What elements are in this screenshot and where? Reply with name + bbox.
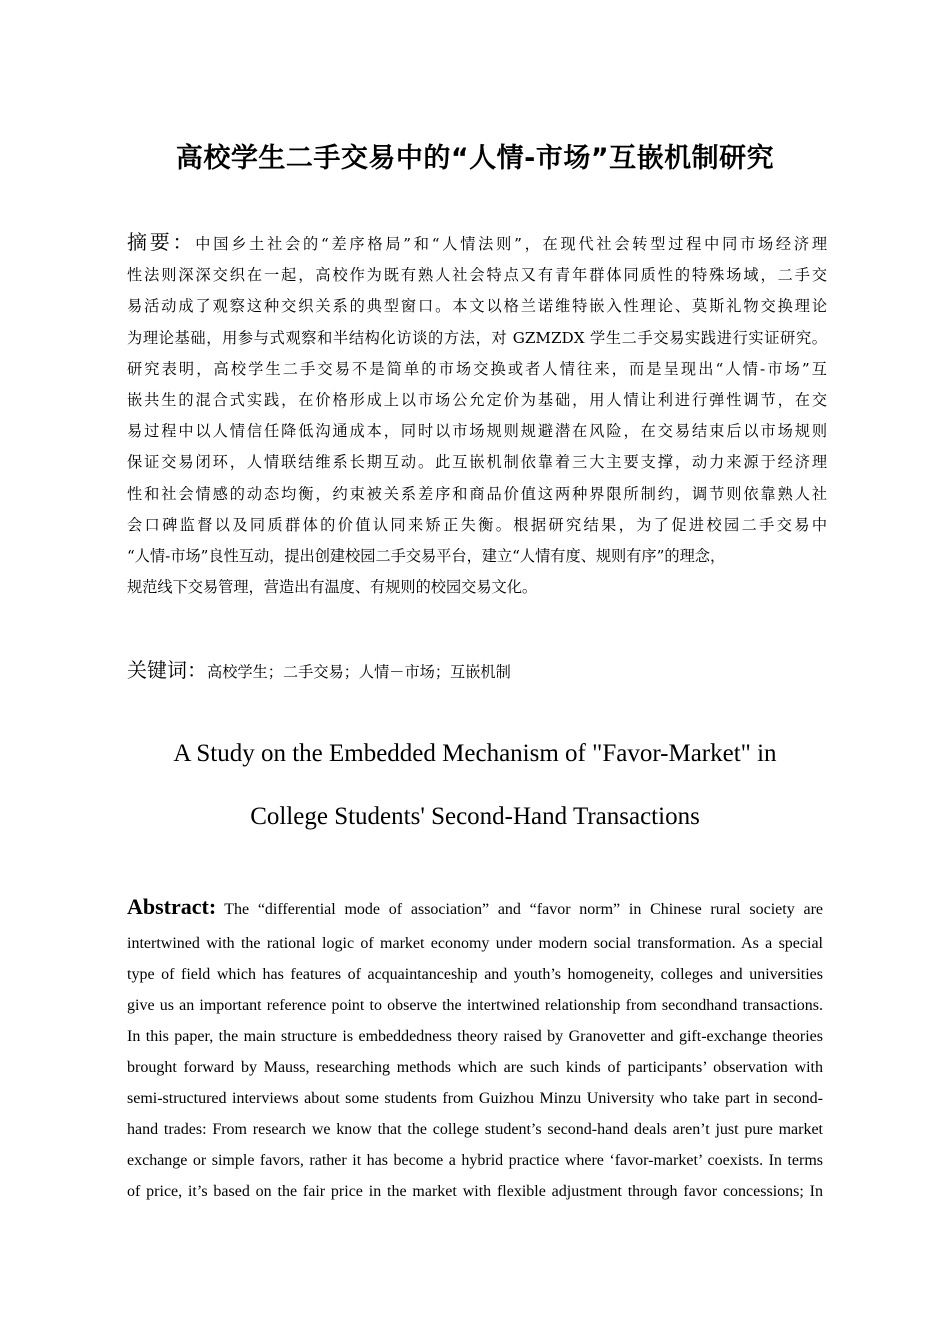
chinese-abstract-line: 为理论基础，用参与式观察和半结构化访谈的方法，对 GZMZDX 学生二手交易实践进行实证研究。	[127, 328, 827, 347]
chinese-abstract-line: 摘要：中国乡土社会的“差序格局”和“人情法则”，在现代社会转型过程中同市场经济理	[127, 230, 828, 254]
chinese-abstract-line: 研究表明，高校学生二手交易不是简单的市场交换或者人情往来，而是呈现出“人情-市场”互	[127, 359, 827, 378]
english-abstract-line: hand trades: From research we know that the college student’s second-hand deals aren’t just pure market	[127, 1121, 823, 1138]
chinese-abstract-line: 易过程中以人情信任降低沟通成本，同时以市场规则规避潜在风险，在交易结束后以市场规则	[127, 422, 827, 441]
english-abstract-line: of price, it’s based on the fair price in the market with flexible adjustment through favor concessions; In	[127, 1183, 823, 1200]
english-abstract-line: Abstract: The “differential mode of association” and “favor norm” in Chinese rural society are	[127, 894, 823, 919]
chinese-abstract-line: 规范线下交易管理，营造出有温度、有规则的校园交易文化。	[127, 578, 538, 597]
chinese-abstract	[127, 227, 827, 603]
chinese-abstract-line: 嵌共生的混合式实践，在价格形成上以市场公允定价为基础，用人情让利进行弹性调节，在交	[127, 391, 827, 410]
chinese-keywords	[127, 654, 511, 683]
chinese-abstract-line: 保证交易闭环，人情联结维系长期互动。此互嵌机制依靠着三大主要支撑，动力来源于经济理	[127, 453, 827, 472]
english-abstract-line: brought forward by Mauss, researching methods which are such kinds of participants’ observation with	[127, 1059, 823, 1076]
english-abstract-line: type of field which has features of acquaintanceship and youth’s homogeneity, colleges and universities	[127, 966, 823, 983]
english-title-line-1: A Study on the Embedded Mechanism of "Favor-Market" in	[173, 740, 777, 767]
english-title-line-2: College Students' Second-Hand Transactions	[250, 803, 700, 830]
english-abstract-label: Abstract:	[127, 894, 217, 919]
chinese-abstract-line: “人情-市场”良性互动，提出创建校园二手交易平台，建立“人情有度、规则有序”的理念，	[127, 547, 726, 566]
chinese-keywords-text: 高校学生；二手交易；人情－市场；互嵌机制	[207, 663, 511, 681]
english-abstract	[127, 889, 823, 1207]
chinese-abstract-label: 摘要：	[127, 230, 196, 254]
chinese-abstract-line: 易活动成了观察这种交织关系的典型窗口。本文以格兰诺维特嵌入性理论、莫斯礼物交换理论	[127, 297, 827, 316]
chinese-abstract-line: 性和社会情感的动态均衡，约束被关系差序和商品价值这两种界限所制约，调节则依靠熟人社	[127, 484, 827, 503]
chinese-keywords-label: 关键词：	[127, 658, 207, 682]
chinese-abstract-line: 会口碑监督以及同质群体的价值认同来矫正失衡。根据研究结果，为了促进校园二手交易中	[127, 515, 827, 534]
chinese-title: 高校学生二手交易中的“人情-市场”互嵌机制研究	[175, 143, 775, 174]
english-abstract-line: give us an important reference point to observe the intertwined relationship from secondhand transactions.	[127, 997, 823, 1014]
english-abstract-line: In this paper, the main structure is embeddedness theory raised by Granovetter and gift-exchange theories	[127, 1028, 823, 1045]
english-abstract-line: exchange or simple favors, rather it has become a hybrid practice where ‘favor-market’ coexists. In terms	[127, 1152, 823, 1169]
chinese-abstract-line: 性法则深深交织在一起，高校作为既有熟人社会特点又有青年群体同质性的特殊场域，二手交	[127, 266, 827, 285]
english-abstract-line: intertwined with the rational logic of market economy under modern social transformation. As a special	[127, 935, 823, 952]
english-abstract-line: semi-structured interviews about some students from Guizhou Minzu University who take part in second-	[127, 1090, 823, 1107]
